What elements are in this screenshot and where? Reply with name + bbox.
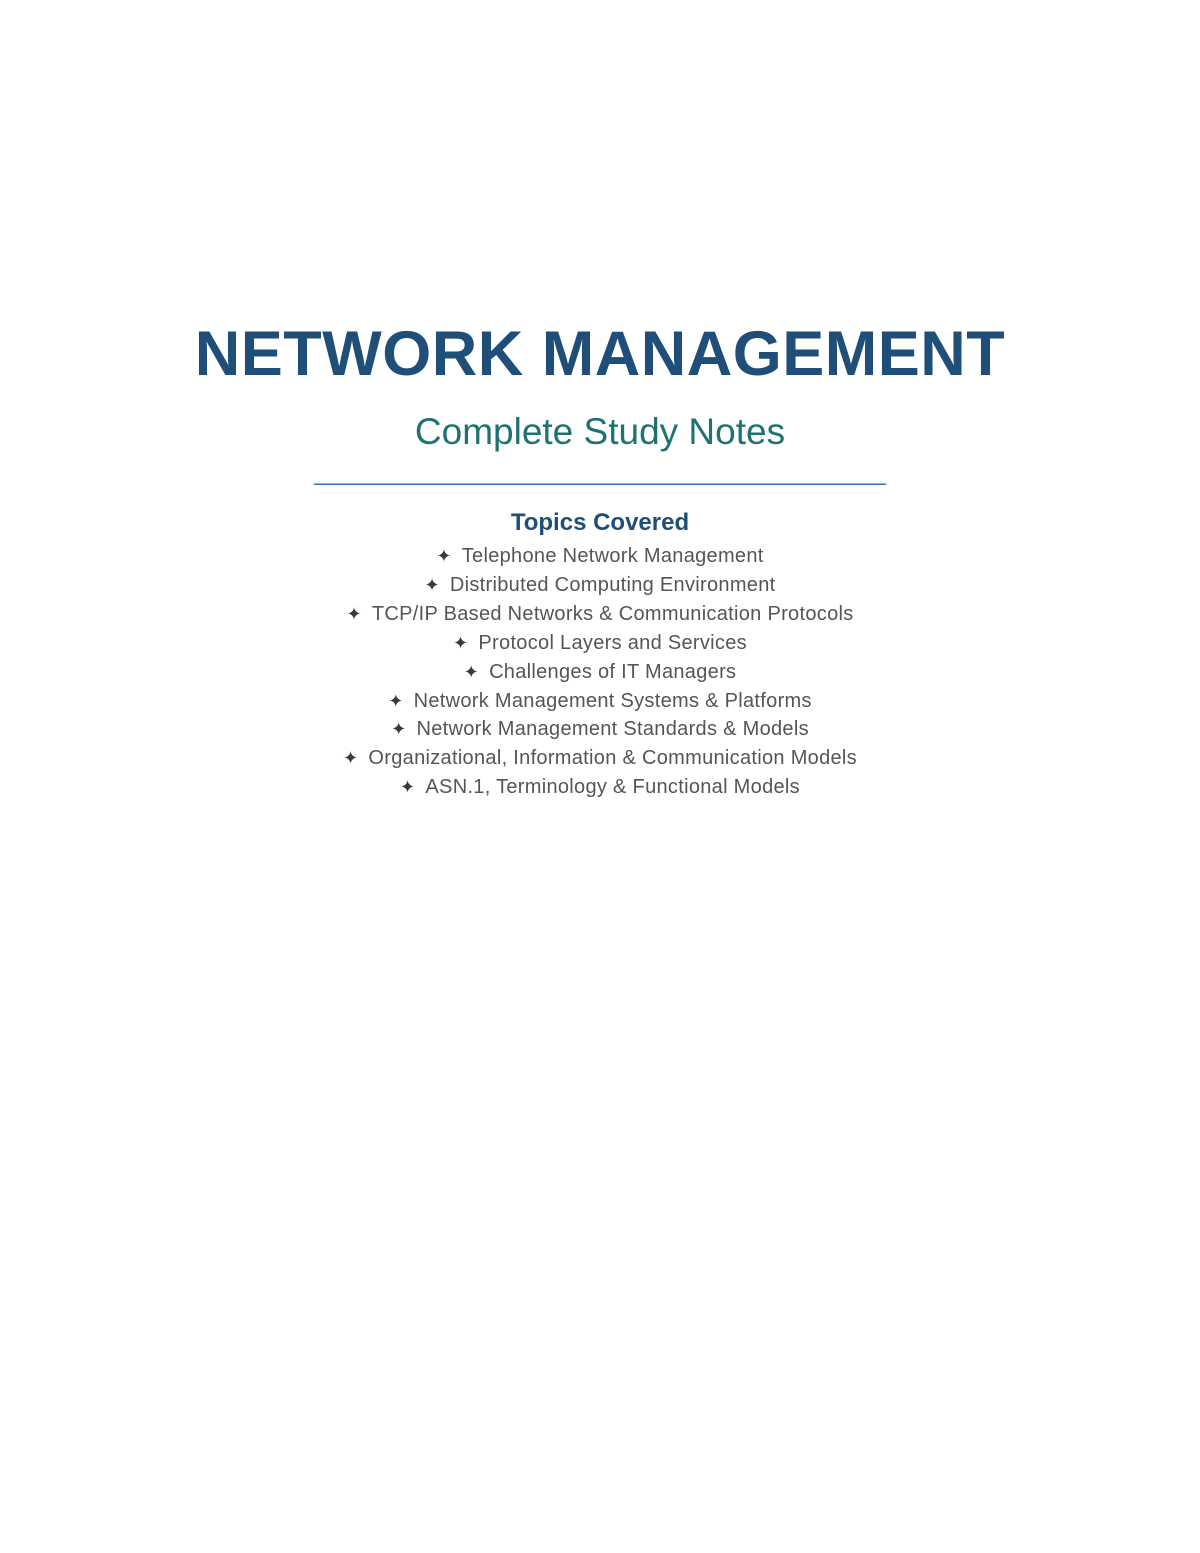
topic-label: Network Management Standards & Models — [416, 718, 809, 741]
topic-label: ASN.1, Terminology & Functional Models — [425, 776, 800, 799]
topic-item — [0, 773, 1200, 802]
topic-label: Organizational, Information & Communication Models — [368, 747, 857, 770]
divider-line: —————————————————————————— — [314, 470, 886, 495]
topic-item — [0, 542, 1200, 571]
star-bullet-icon: ✦ — [453, 632, 469, 653]
topic-item — [0, 571, 1200, 600]
topic-item — [0, 744, 1200, 773]
star-bullet-icon: ✦ — [424, 574, 440, 595]
topic-item — [0, 687, 1200, 716]
star-bullet-icon: ✦ — [391, 719, 407, 740]
document-subtitle: Complete Study Notes — [414, 411, 786, 452]
topic-label: Protocol Layers and Services — [478, 631, 747, 654]
document-title: NETWORK MANAGEMENT — [194, 319, 1006, 389]
star-bullet-icon: ✦ — [388, 690, 404, 711]
topic-item — [0, 629, 1200, 658]
star-bullet-icon: ✦ — [343, 748, 359, 769]
topics-list — [0, 542, 1200, 802]
topic-item — [0, 658, 1200, 687]
star-bullet-icon: ✦ — [400, 777, 416, 798]
topic-label: Telephone Network Management — [461, 545, 764, 567]
topics-heading: Topics Covered — [510, 509, 690, 536]
star-bullet-icon: ✦ — [463, 661, 480, 682]
topic-label: Challenges of IT Managers — [489, 660, 737, 683]
topic-label: Distributed Computing Environment — [449, 573, 776, 596]
topic-label: Network Management Systems & Platforms — [413, 689, 812, 712]
topic-label: TCP/IP Based Networks & Communication Protocols — [371, 602, 854, 625]
topic-item — [0, 600, 1200, 629]
topic-item — [0, 715, 1200, 744]
star-bullet-icon: ✦ — [436, 546, 452, 566]
star-bullet-icon: ✦ — [346, 603, 362, 624]
